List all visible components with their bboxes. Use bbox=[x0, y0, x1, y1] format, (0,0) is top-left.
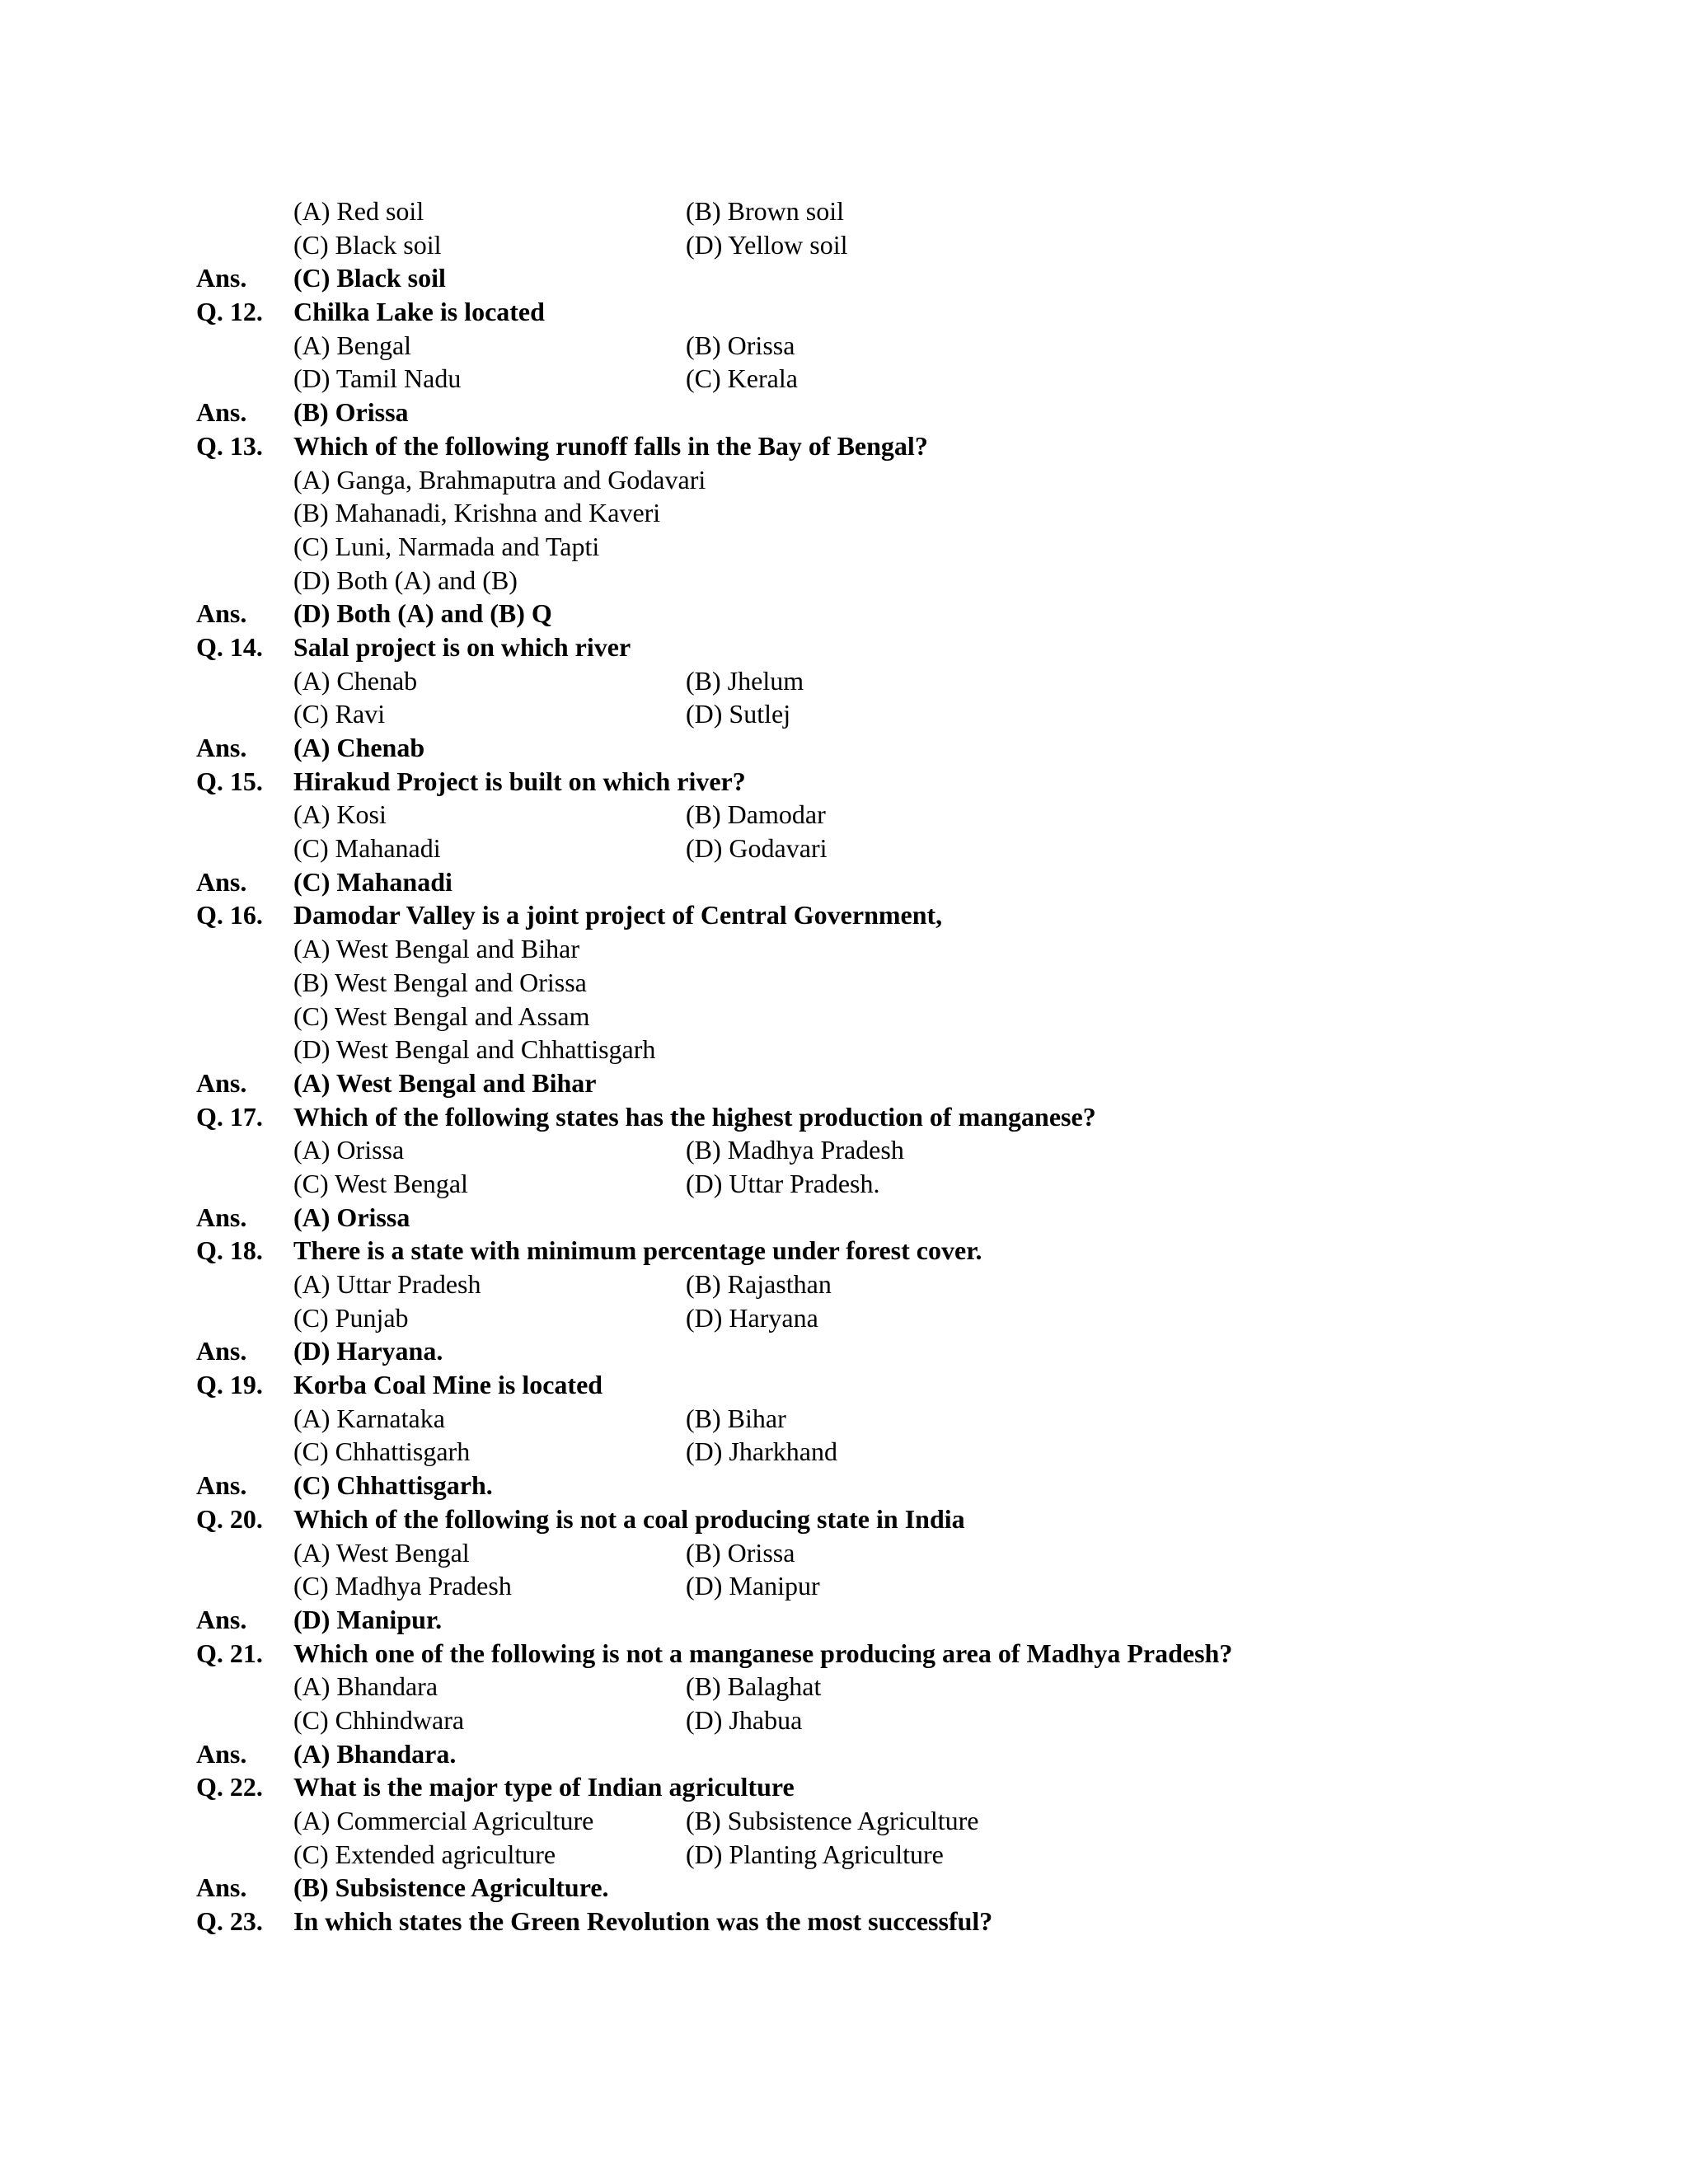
option-line bbox=[196, 1167, 1597, 1201]
answer-text: (D) Haryana. bbox=[293, 1336, 443, 1366]
answer-line bbox=[196, 1066, 1597, 1100]
option-line bbox=[196, 1569, 1597, 1603]
option-item: (A) West Bengal and Bihar bbox=[293, 934, 579, 964]
question-number: Q. 18. bbox=[196, 1235, 263, 1266]
question-list bbox=[196, 194, 1597, 1938]
option-line bbox=[196, 1033, 1597, 1066]
answer-line bbox=[196, 1871, 1597, 1905]
option-right: (D) Uttar Pradesh. bbox=[686, 1168, 880, 1198]
answer-text: (B) Orissa bbox=[293, 397, 409, 428]
option-right: (D) Yellow soil bbox=[686, 229, 848, 260]
option-left: (C) West Bengal bbox=[293, 1168, 468, 1198]
answer-label: Ans. bbox=[196, 1336, 247, 1366]
answer-text: (A) West Bengal and Bihar bbox=[293, 1067, 597, 1098]
question-text: Which of the following states has the highest production of manganese? bbox=[293, 1101, 1096, 1132]
answer-text: (D) Manipur. bbox=[293, 1604, 443, 1634]
option-right: (B) Balaghat bbox=[686, 1671, 822, 1702]
option-left: (A) Chenab bbox=[293, 665, 418, 696]
option-left: (A) Bengal bbox=[293, 330, 412, 360]
question-line bbox=[196, 429, 1597, 463]
option-left: (A) Kosi bbox=[293, 799, 387, 830]
option-item: (C) West Bengal and Assam bbox=[293, 1001, 590, 1031]
answer-label: Ans. bbox=[196, 733, 247, 762]
option-item: (C) Luni, Narmada and Tapti bbox=[293, 531, 600, 561]
option-line bbox=[196, 228, 1597, 262]
question-text: Damodar Valley is a joint project of Central Government, bbox=[293, 900, 943, 930]
option-item: (D) West Bengal and Chhattisgarh bbox=[293, 1034, 656, 1065]
option-right: (B) Orissa bbox=[686, 330, 795, 360]
option-line bbox=[196, 1000, 1597, 1033]
question-line bbox=[196, 1100, 1597, 1134]
option-item: (D) Both (A) and (B) bbox=[293, 565, 518, 595]
option-right: (B) Damodar bbox=[686, 799, 826, 830]
option-item: (B) West Bengal and Orissa bbox=[293, 967, 587, 997]
option-line bbox=[196, 1804, 1597, 1838]
question-line bbox=[196, 1905, 1597, 1938]
answer-label: Ans. bbox=[196, 1604, 247, 1634]
answer-label: Ans. bbox=[196, 866, 247, 897]
option-right: (B) Bihar bbox=[686, 1403, 786, 1433]
option-right: (B) Rajasthan bbox=[686, 1269, 832, 1299]
option-line bbox=[196, 362, 1597, 396]
option-left: (A) Commercial Agriculture bbox=[293, 1806, 594, 1835]
option-left: (C) Chhattisgarh bbox=[293, 1436, 471, 1467]
question-text: Which of the following is not a coal producing state in India bbox=[293, 1503, 965, 1534]
question-line bbox=[196, 1368, 1597, 1402]
question-number: Q. 23. bbox=[196, 1906, 263, 1937]
option-left: (C) Ravi bbox=[293, 699, 386, 729]
question-text: Hirakud Project is built on which river? bbox=[293, 766, 746, 796]
question-number: Q. 17. bbox=[196, 1101, 263, 1132]
question-line bbox=[196, 630, 1597, 664]
answer-label: Ans. bbox=[196, 1202, 247, 1232]
answer-line bbox=[196, 396, 1597, 429]
option-line bbox=[196, 463, 1597, 497]
option-right: (C) Kerala bbox=[686, 363, 798, 394]
question-number: Q. 16. bbox=[196, 900, 263, 930]
answer-line bbox=[196, 1201, 1597, 1235]
option-right: (B) Madhya Pradesh bbox=[686, 1135, 904, 1165]
answer-line bbox=[196, 1737, 1597, 1771]
answer-line bbox=[196, 865, 1597, 899]
question-line bbox=[196, 765, 1597, 799]
option-line bbox=[196, 194, 1597, 228]
option-right: (D) Haryana bbox=[686, 1302, 818, 1333]
option-line bbox=[196, 932, 1597, 966]
option-right: (B) Brown soil bbox=[686, 196, 844, 226]
answer-line bbox=[196, 731, 1597, 765]
option-line bbox=[196, 1704, 1597, 1737]
option-right: (D) Planting Agriculture bbox=[686, 1839, 944, 1869]
question-number: Q. 20. bbox=[196, 1503, 263, 1534]
question-number: Q. 21. bbox=[196, 1638, 263, 1668]
option-right: (D) Jharkhand bbox=[686, 1436, 837, 1467]
option-item: (A) Ganga, Brahmaputra and Godavari bbox=[293, 464, 706, 494]
option-left: (C) Punjab bbox=[293, 1302, 409, 1333]
option-right: (B) Subsistence Agriculture bbox=[686, 1806, 979, 1835]
option-line bbox=[196, 530, 1597, 564]
answer-label: Ans. bbox=[196, 1872, 247, 1903]
option-left: (C) Mahanadi bbox=[293, 833, 441, 864]
option-right: (D) Sutlej bbox=[686, 699, 791, 729]
option-line bbox=[196, 1301, 1597, 1335]
answer-line bbox=[196, 1334, 1597, 1368]
option-line bbox=[196, 1268, 1597, 1301]
question-line bbox=[196, 898, 1597, 932]
question-number: Q. 14. bbox=[196, 631, 263, 662]
question-text: Which of the following runoff falls in the Bay of Bengal? bbox=[293, 430, 928, 461]
answer-text: (C) Mahanadi bbox=[293, 866, 452, 897]
question-text: In which states the Green Revolution was the most successful? bbox=[293, 1906, 993, 1937]
question-text: Chilka Lake is located bbox=[293, 297, 545, 327]
option-right: (D) Godavari bbox=[686, 833, 828, 864]
answer-text: (C) Black soil bbox=[293, 263, 446, 293]
option-line bbox=[196, 1435, 1597, 1469]
option-left: (D) Tamil Nadu bbox=[293, 363, 462, 394]
option-left: (C) Chhindwara bbox=[293, 1704, 465, 1735]
answer-line bbox=[196, 1469, 1597, 1502]
question-text: What is the major type of Indian agriculture bbox=[293, 1772, 795, 1802]
question-line bbox=[196, 1502, 1597, 1536]
answer-text: (D) Both (A) and (B) Q bbox=[293, 598, 552, 629]
option-right: (D) Jhabua bbox=[686, 1704, 803, 1735]
answer-text: (A) Chenab bbox=[293, 733, 425, 762]
question-line bbox=[196, 1234, 1597, 1268]
option-line bbox=[196, 564, 1597, 598]
question-number: Q. 19. bbox=[196, 1370, 263, 1400]
answer-label: Ans. bbox=[196, 598, 247, 629]
option-left: (A) Orissa bbox=[293, 1135, 405, 1165]
option-line bbox=[196, 697, 1597, 731]
question-text: Korba Coal Mine is located bbox=[293, 1370, 603, 1400]
answer-line bbox=[196, 597, 1597, 630]
option-line bbox=[196, 496, 1597, 530]
option-line bbox=[196, 832, 1597, 865]
option-left: (A) Bhandara bbox=[293, 1671, 438, 1702]
option-left: (A) West Bengal bbox=[293, 1537, 470, 1568]
option-line bbox=[196, 1536, 1597, 1570]
option-line bbox=[196, 664, 1597, 698]
option-item: (B) Mahanadi, Krishna and Kaveri bbox=[293, 498, 661, 528]
option-right: (D) Manipur bbox=[686, 1571, 820, 1601]
answer-text: (A) Orissa bbox=[293, 1202, 410, 1232]
question-text: Which one of the following is not a manganese producing area of Madhya Pradesh? bbox=[293, 1638, 1233, 1668]
answer-label: Ans. bbox=[196, 1738, 247, 1769]
option-line bbox=[196, 1402, 1597, 1436]
answer-text: (A) Bhandara. bbox=[293, 1738, 457, 1769]
option-left: (A) Karnataka bbox=[293, 1403, 445, 1433]
question-number: Q. 13. bbox=[196, 430, 263, 461]
question-line bbox=[196, 295, 1597, 329]
answer-label: Ans. bbox=[196, 1067, 247, 1098]
option-line bbox=[196, 1670, 1597, 1704]
option-line bbox=[196, 329, 1597, 363]
answer-label: Ans. bbox=[196, 397, 247, 428]
answer-text: (B) Subsistence Agriculture. bbox=[293, 1872, 609, 1903]
option-line bbox=[196, 1838, 1597, 1872]
answer-line bbox=[196, 1603, 1597, 1637]
option-line bbox=[196, 966, 1597, 1000]
answer-label: Ans. bbox=[196, 1470, 247, 1501]
question-line bbox=[196, 1770, 1597, 1804]
answer-label: Ans. bbox=[196, 263, 247, 293]
question-line bbox=[196, 1637, 1597, 1671]
option-line bbox=[196, 798, 1597, 832]
question-text: There is a state with minimum percentage under forest cover. bbox=[293, 1235, 982, 1266]
option-left: (C) Extended agriculture bbox=[293, 1839, 556, 1869]
question-number: Q. 15. bbox=[196, 766, 263, 796]
option-right: (B) Orissa bbox=[686, 1537, 795, 1568]
option-left: (A) Uttar Pradesh bbox=[293, 1269, 481, 1299]
question-number: Q. 22. bbox=[196, 1772, 263, 1802]
question-text: Salal project is on which river bbox=[293, 631, 631, 662]
option-left: (C) Madhya Pradesh bbox=[293, 1571, 512, 1601]
option-left: (A) Red soil bbox=[293, 196, 424, 226]
answer-line bbox=[196, 261, 1597, 295]
option-left: (C) Black soil bbox=[293, 229, 442, 260]
option-right: (B) Jhelum bbox=[686, 665, 804, 696]
option-line bbox=[196, 1133, 1597, 1167]
answer-text: (C) Chhattisgarh. bbox=[293, 1470, 493, 1501]
question-number: Q. 12. bbox=[196, 297, 263, 327]
